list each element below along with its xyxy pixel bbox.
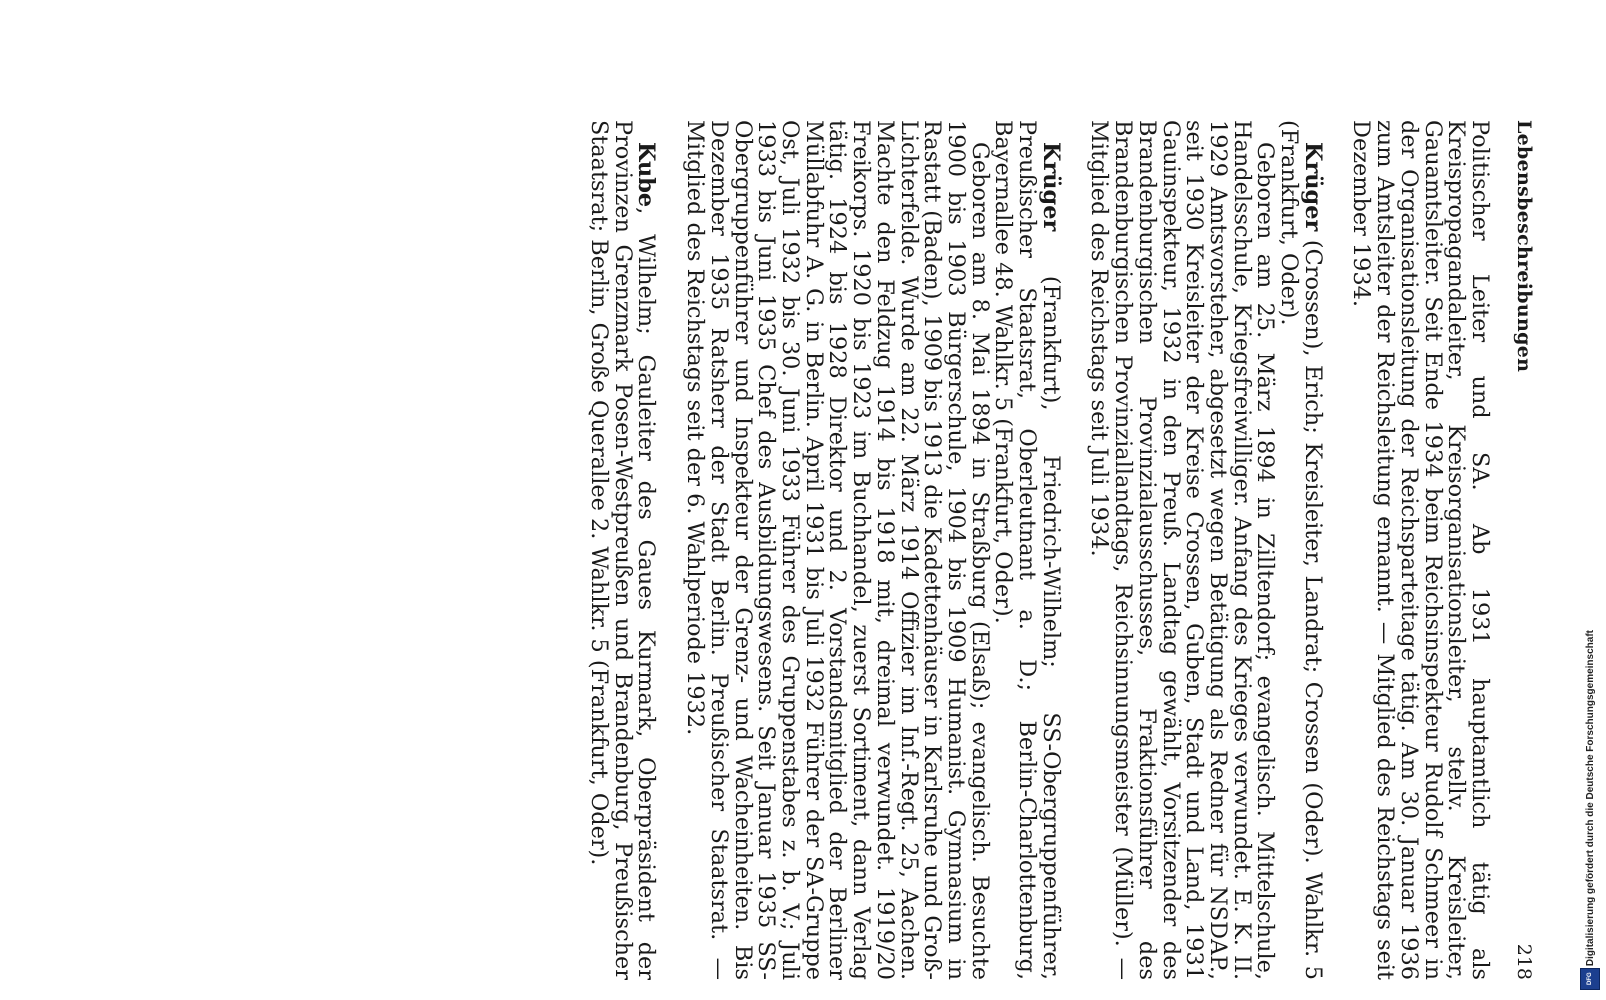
entry-heading-text: , Wilhelm; Gauleiter des Gaues Kurmark, Oberpräsident der Provinzen Grenzmark Posen-Westpreußen und Brandenburg, Preußischer Staatsrat; Berlin, Große Querallee 2. Wahlkr. 5 (Frankfurt, Oder). xyxy=(586,120,660,980)
entry-name: Kube xyxy=(633,142,660,208)
document-page xyxy=(125,120,1535,980)
text-block xyxy=(586,120,1491,980)
page-number: 218 xyxy=(1513,943,1535,980)
dfg-logo: DFG xyxy=(1580,968,1600,990)
entry-body-krueger-erich: Geboren am 25. März 1894 in Zilltendorf; evangelisch. Mittelschule, Handelsschule, Kriegsfreiwilliger. Anfang des Krieges verwundet. E. K. II. 1929 Amtsvorsteher, abgesetzt wegen Betätigung als Redner für NSDAP., seit 1930 Kreisleiter der Kreise Crossen, Guben, Stadt und Land, 1931 Gauinspekteur, 1932 in den Preuß. Landtag gewählt, Vorsitzender des Brandenburgischen Provinzialausschusses, Fraktionsführer des Brandenburgischen Provinziallandtags, Reichsinnungsmeister (Müller). — Mitglied des Reichstags seit Juli 1934. xyxy=(1086,120,1279,980)
entry-heading-text: (Frankfurt), Friedrich-Wilhelm; SS-Obergruppenführer, Preußischer Staatsrat, Oberleutnant a. D.; Berlin-Charlottenburg, Bayernallee 48. Wahlkr. 5 (Frankfurt, Oder). xyxy=(990,120,1064,980)
entry-heading-krueger-friedrich-wilhelm xyxy=(991,120,1062,980)
entry-heading-kube-wilhelm xyxy=(586,120,660,980)
running-head: Lebensbeschreibungen xyxy=(1513,120,1535,373)
entry-heading-text: (Crossen), Erich; Kreisleiter, Landrat; Crossen (Oder). Wahlkr. 5 (Frankfurt, Oder). xyxy=(1276,120,1326,980)
entry-name: Krüger xyxy=(1299,142,1326,232)
entry-heading-krueger-erich xyxy=(1276,120,1326,980)
entry-body-krueger-friedrich-wilhelm: Geboren am 8. Mai 1894 in Straßburg (Elsaß); evangelisch. Besuchte 1900 bis 1903 Bürgerschule, 1904 bis 1909 Humanist. Gymnasium in Rastatt (Baden), 1909 bis 1913 die Kadettenhäuser in Karlsruhe und Groß-Lichterfelde. Wurde am 22. März 1914 Offizier im Inf.-Regt. 25, Aachen. Machte den Feldzug 1914 bis 1918 mit, dreimal verwundet. 1919/20 Freikorps. 1920 bis 1923 im Buchhandel, zuerst Sortiment, dann Verlag tätig. 1924 bis 1928 Direktor und 2. Vorstandsmitglied der Berliner Müllabfuhr A. G. in Berlin. April 1931 bis Juli 1932 Führer der SA-Gruppe Ost, Juli 1932 bis 30. Juni 1933 Führer des Gruppenstabes z. b. V.; Juli 1933 bis Juni 1935 Chef des Ausbildungswesens. Seit Januar 1935 SS-Obergruppenführer und Inspekteur der Grenz- und Wacheinheiten. Bis Dezember 1935 Ratsherr der Stadt Berlin. Preußischer Staatsrat. — Mitglied des Reichstags seit der 6. Wahlperiode 1932. xyxy=(682,120,993,980)
entry-name: Krüger xyxy=(1037,142,1064,232)
paragraph-schmeer-continuation: Politischer Leiter und SA. Ab 1931 hauptamtlich tätig als Kreispropagandaleiter, Kreisorganisationsleiter, stellv. Kreisleiter, Gauamtsleiter. Seit Ende 1934 beim Reichsinspekteur Rudolf Schmeer in der Organisationsleitung der Reichsparteitage tätig. Am 30. Januar 1936 zum Amtsleiter der Reichsleitung ernannt. — Mitglied des Reichstags seit Dezember 1934. xyxy=(1348,120,1493,980)
digitization-credit: Digitalisierung gefördert durch die Deutsche Forschungsgemeinschaft xyxy=(1585,629,1596,966)
